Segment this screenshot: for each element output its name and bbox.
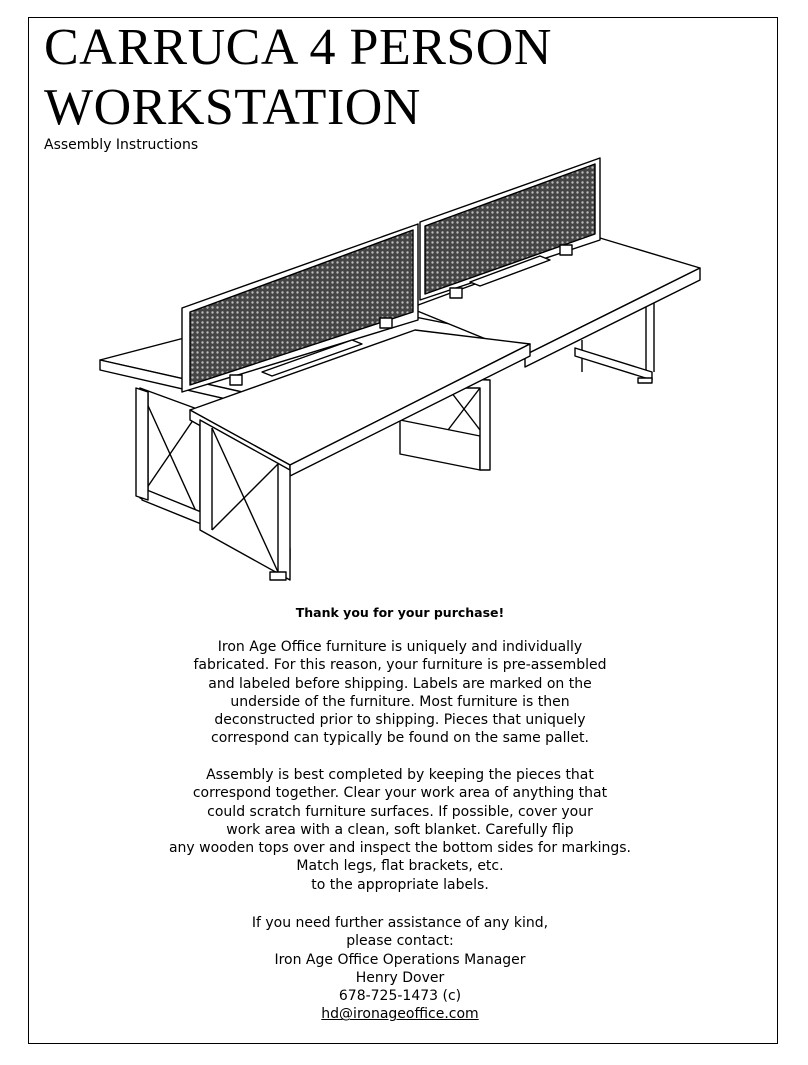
document-title (44, 18, 552, 138)
intro-paragraph (100, 638, 700, 748)
contact-phone: 678-725-1473 (c) (338, 988, 462, 1005)
contact-intro: If you need further assistance of any kind, (251, 915, 549, 931)
paragraph-line: work area with a clean, soft blanket. Carefully flip (226, 821, 574, 838)
paragraph-line: underside of the furniture. Most furniture is then (230, 693, 570, 710)
paragraph-line: to the appropriate labels. (311, 876, 489, 893)
paragraph-line: any wooden tops over and inspect the bottom sides for markings. (168, 840, 632, 857)
paragraph-line: could scratch furniture surfaces. If possible, cover your (207, 803, 593, 820)
contact-role: Iron Age Office Operations Manager (274, 951, 526, 968)
contact-intro: please contact: (346, 933, 454, 950)
paragraph-line: and labeled before shipping. Labels are marked on the (208, 675, 592, 692)
title-line-1: CARRUCA 4 PERSON (44, 19, 552, 76)
contact-block (100, 914, 700, 1024)
paragraph-line: correspond can typically be found on the same pallet. (211, 730, 589, 747)
paragraph-line: Assembly is best completed by keeping the pieces that (206, 767, 594, 783)
title-line-2: WORKSTATION (44, 79, 421, 136)
paragraph-line: correspond together. Clear your work area of anything that (192, 785, 608, 802)
thank-you-heading: Thank you for your purchase! (295, 605, 505, 620)
paragraph-line: deconstructed prior to shipping. Pieces that uniquely (214, 712, 586, 729)
assembly-paragraph (100, 766, 700, 894)
paragraph-line: Match legs, flat brackets, etc. (296, 858, 504, 875)
document-subtitle: Assembly Instructions (44, 137, 199, 153)
contact-email-link[interactable]: hd@ironageoffice.com (321, 1006, 479, 1023)
paragraph-line: Iron Age Office furniture is uniquely and individually (217, 639, 583, 655)
workstation-illustration (90, 150, 710, 590)
paragraph-line: fabricated. For this reason, your furniture is pre-assembled (193, 657, 607, 674)
contact-name: Henry Dover (355, 969, 445, 986)
